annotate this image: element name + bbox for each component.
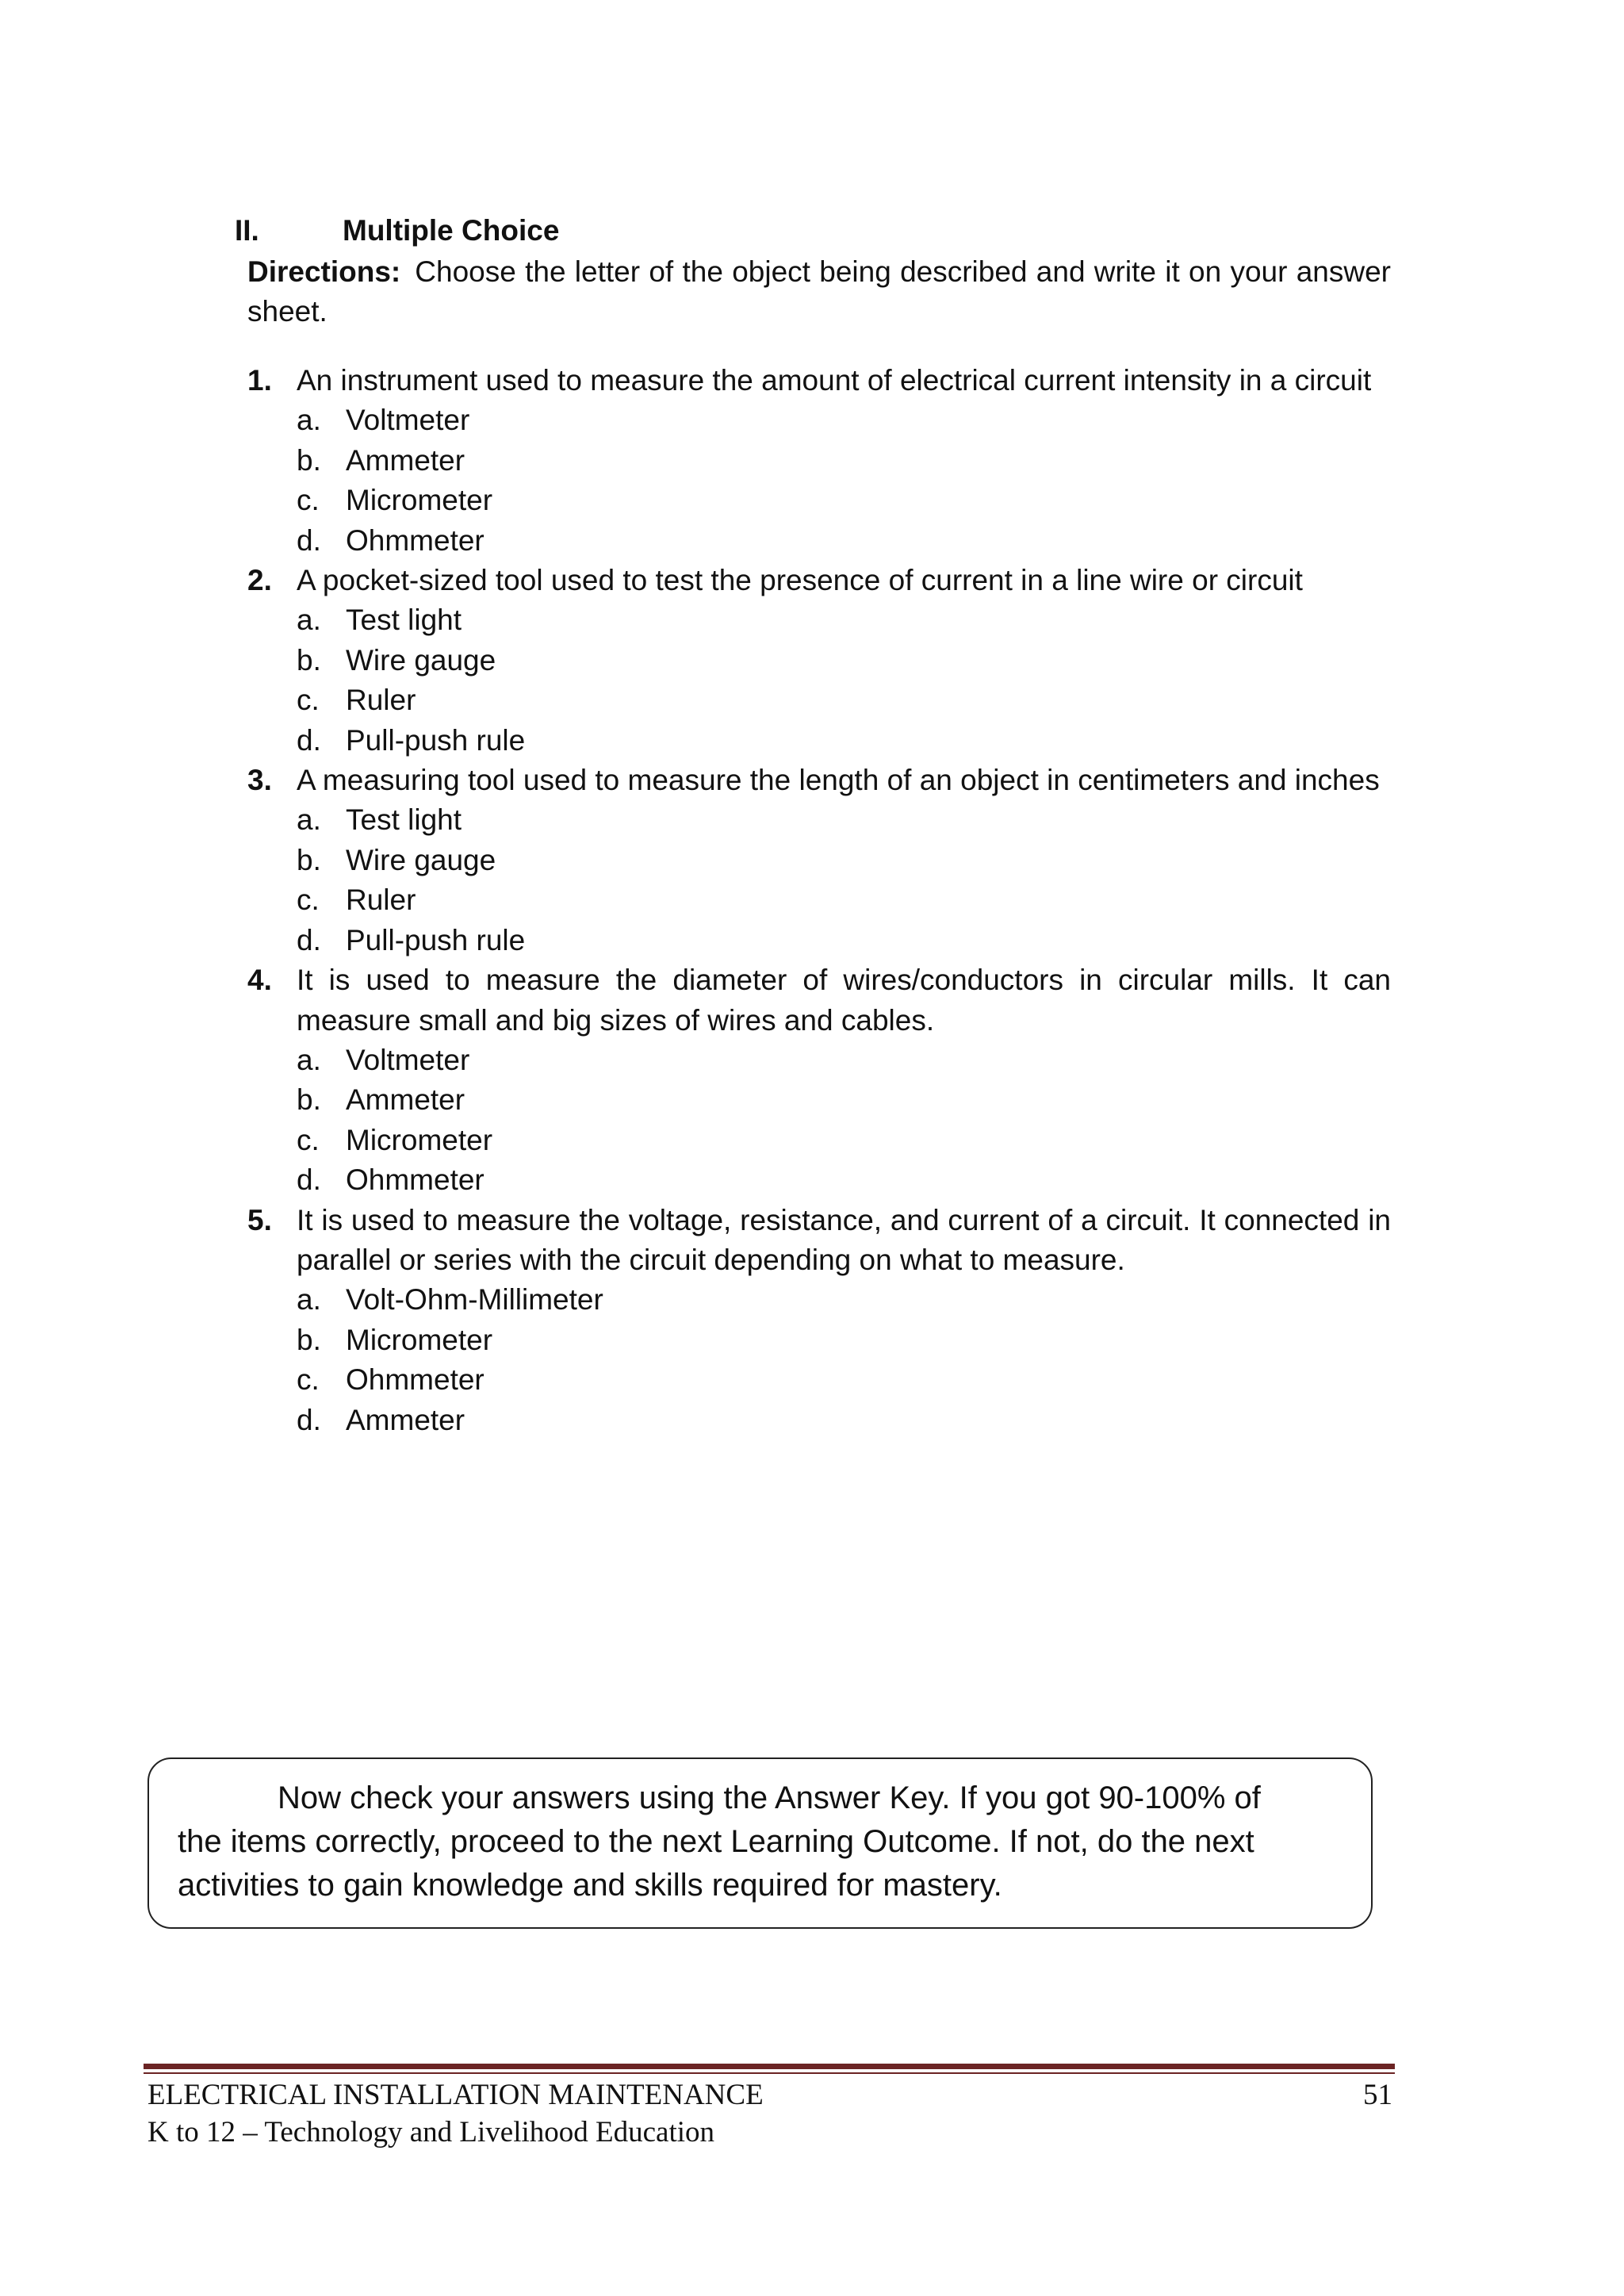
answer-option xyxy=(297,441,1391,481)
option-text: Micrometer xyxy=(346,1123,493,1156)
option-list xyxy=(297,1280,1391,1440)
option-letter: b. xyxy=(297,1083,321,1117)
answer-option xyxy=(297,521,1391,561)
option-text: Ruler xyxy=(346,684,416,717)
option-letter: b. xyxy=(297,843,321,876)
option-text: Ammeter xyxy=(346,443,465,477)
question-text: It is used to measure the voltage, resistance, and current of a circuit. It connected in parallel or series with the circuit depending on what to measure. xyxy=(297,1203,1391,1276)
question-list xyxy=(247,361,1391,1440)
note-text: Now check your answers using the Answer Key. If you got 90-100% of the items correctly, proceed to the next Learning Outcome. If not, do the next activities to gain knowledge and skills required for mastery. xyxy=(178,1780,1261,1903)
question-text: An instrument used to measure the amount of electrical current intensity in a circuit xyxy=(297,364,1372,397)
page-number: 51 xyxy=(1363,2079,1392,2111)
directions xyxy=(247,252,1391,332)
answer-key-note xyxy=(147,1757,1373,1929)
answer-option xyxy=(297,401,1391,440)
answer-option xyxy=(297,1041,1391,1080)
option-text: Ohmmeter xyxy=(346,1363,485,1397)
option-text: Wire gauge xyxy=(346,643,496,677)
answer-option xyxy=(297,721,1391,761)
answer-option xyxy=(297,1080,1391,1120)
option-letter: c. xyxy=(297,1363,320,1397)
option-text: Test light xyxy=(346,803,462,837)
question-item xyxy=(247,561,1391,761)
answer-option xyxy=(297,481,1391,520)
option-list xyxy=(297,600,1391,761)
option-text: Test light xyxy=(346,604,462,637)
answer-option xyxy=(297,1160,1391,1200)
option-letter: d. xyxy=(297,1163,321,1197)
directions-text: Choose the letter of the object being described and write it on your answer sheet. xyxy=(247,255,1391,328)
option-letter: b. xyxy=(297,1323,321,1356)
answer-option xyxy=(297,880,1391,920)
option-text: Wire gauge xyxy=(346,843,496,876)
question-item xyxy=(247,361,1391,561)
option-text: Pull-push rule xyxy=(346,923,526,956)
option-text: Ammeter xyxy=(346,1083,465,1117)
option-text: Volt-Ohm-Millimeter xyxy=(346,1283,603,1317)
option-letter: b. xyxy=(297,443,321,477)
directions-label: Directions: xyxy=(247,255,401,288)
option-text: Pull-push rule xyxy=(346,723,526,757)
option-letter: a. xyxy=(297,1283,321,1317)
footer-course-title: ELECTRICAL INSTALLATION MAINTENANCE xyxy=(147,2079,764,2111)
answer-option xyxy=(297,1121,1391,1160)
answer-option xyxy=(297,600,1391,640)
question-text: A pocket-sized tool used to test the presence of current in a line wire or circuit xyxy=(297,564,1303,597)
option-letter: b. xyxy=(297,643,321,677)
option-text: Micrometer xyxy=(346,484,493,517)
option-letter: d. xyxy=(297,523,321,557)
option-letter: c. xyxy=(297,1123,320,1156)
page-footer xyxy=(147,2076,1392,2151)
question-number: 4. xyxy=(247,964,272,997)
option-letter: c. xyxy=(297,484,320,517)
option-letter: a. xyxy=(297,803,321,837)
option-text: Ohmmeter xyxy=(346,523,485,557)
answer-option xyxy=(297,1401,1391,1440)
question-item xyxy=(247,960,1391,1200)
option-letter: c. xyxy=(297,684,320,717)
answer-option xyxy=(297,1280,1391,1320)
option-text: Voltmeter xyxy=(346,404,470,437)
question-item xyxy=(247,761,1391,960)
option-letter: a. xyxy=(297,404,321,437)
answer-option xyxy=(297,680,1391,720)
answer-option xyxy=(297,841,1391,880)
question-text: It is used to measure the diameter of wires/conductors in circular mills. It can measure small and big sizes of wires and cables. xyxy=(297,964,1391,1037)
option-list xyxy=(297,401,1391,561)
footer-rule xyxy=(144,2064,1395,2069)
section-number: II. xyxy=(235,214,259,247)
question-number: 2. xyxy=(247,564,272,597)
section-title: Multiple Choice xyxy=(343,214,560,247)
option-letter: d. xyxy=(297,723,321,757)
answer-option xyxy=(297,1320,1391,1360)
option-list xyxy=(297,800,1391,960)
question-number: 1. xyxy=(247,364,272,397)
footer-rule-thin xyxy=(144,2072,1395,2074)
option-letter: c. xyxy=(297,884,320,917)
option-text: Voltmeter xyxy=(346,1043,470,1076)
option-letter: a. xyxy=(297,604,321,637)
answer-option xyxy=(297,800,1391,840)
section-header xyxy=(235,214,559,247)
question-number: 5. xyxy=(247,1203,272,1236)
option-text: Ruler xyxy=(346,884,416,917)
option-letter: d. xyxy=(297,1403,321,1436)
option-list xyxy=(297,1041,1391,1201)
option-letter: d. xyxy=(297,923,321,956)
answer-option xyxy=(297,921,1391,960)
answer-option xyxy=(297,641,1391,680)
question-item xyxy=(247,1201,1391,1440)
option-letter: a. xyxy=(297,1043,321,1076)
question-text: A measuring tool used to measure the length of an object in centimeters and inches xyxy=(297,764,1380,797)
footer-program: K to 12 – Technology and Livelihood Education xyxy=(147,2116,715,2148)
question-number: 3. xyxy=(247,764,272,797)
option-text: Micrometer xyxy=(346,1323,493,1356)
answer-option xyxy=(297,1360,1391,1400)
option-text: Ammeter xyxy=(346,1403,465,1436)
option-text: Ohmmeter xyxy=(346,1163,485,1197)
